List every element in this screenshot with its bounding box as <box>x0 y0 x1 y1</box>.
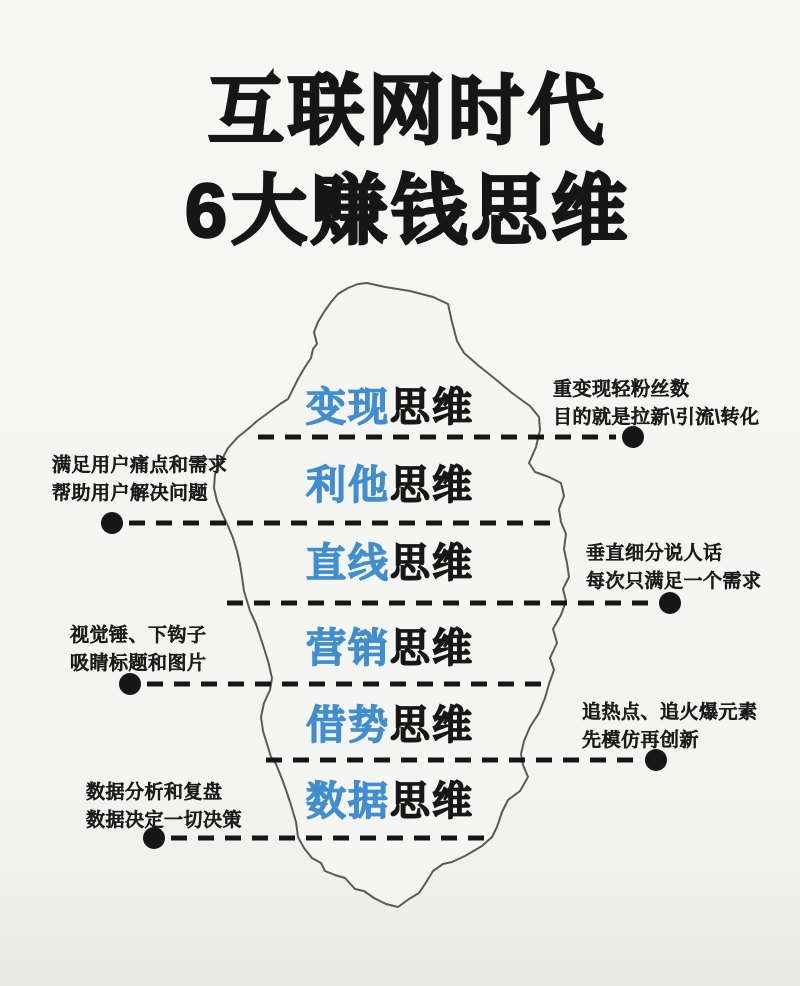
mindset-highlight: 直线 <box>306 541 390 586</box>
annotation-straight-line <box>586 540 762 595</box>
annotation-altruism <box>52 452 228 507</box>
annotation-line: 数据决定一切决策 <box>86 809 243 831</box>
mindset-item-marketing <box>306 617 474 674</box>
title-line-1: 互联网时代 <box>208 69 608 154</box>
mindset-rest: 思维 <box>390 463 474 508</box>
mindset-item-altruism <box>306 454 474 511</box>
mindset-item-monetization <box>306 376 474 433</box>
mindset-rest: 思维 <box>390 779 474 824</box>
mindset-rest: 思维 <box>390 541 474 586</box>
title-line-2: 6大赚钱思维 <box>184 169 632 255</box>
annotation-line: 吸睛标题和图片 <box>70 652 207 674</box>
mindset-item-data <box>306 770 474 827</box>
annotation-data <box>86 779 242 834</box>
mindset-highlight: 营销 <box>306 626 390 671</box>
annotation-line: 先模仿再创新 <box>582 729 700 751</box>
annotation-line: 每次只满足一个需求 <box>586 570 762 592</box>
annotation-line: 帮助用户解决问题 <box>52 482 209 504</box>
annotation-leverage <box>582 699 758 754</box>
annotation-line: 追热点、追火爆元素 <box>582 702 758 723</box>
mindset-highlight: 变现 <box>306 385 390 430</box>
endpoint-dot-right-2 <box>659 592 681 614</box>
annotation-line: 视觉锤、下钩子 <box>70 625 207 646</box>
annotation-line: 满足用户痛点和需求 <box>52 455 228 476</box>
annotation-line: 重变现轻粉丝数 <box>553 379 690 400</box>
mindset-item-leverage <box>306 694 474 751</box>
mindset-highlight: 借势 <box>306 703 390 748</box>
endpoint-dot-left-1 <box>101 512 123 534</box>
mindset-highlight: 数据 <box>306 779 390 824</box>
mindset-rest: 思维 <box>390 385 474 430</box>
mindset-highlight: 利他 <box>306 463 390 508</box>
mindset-item-straight-line <box>306 532 474 589</box>
annotation-line: 垂直细分说人话 <box>586 543 723 564</box>
annotation-monetization <box>553 376 760 431</box>
annotation-line: 数据分析和复盘 <box>86 782 223 803</box>
mindset-rest: 思维 <box>390 703 474 748</box>
annotation-marketing <box>70 622 207 677</box>
mindset-rest: 思维 <box>390 626 474 671</box>
annotation-line: 目的就是拉新\引流\转化 <box>553 406 760 428</box>
